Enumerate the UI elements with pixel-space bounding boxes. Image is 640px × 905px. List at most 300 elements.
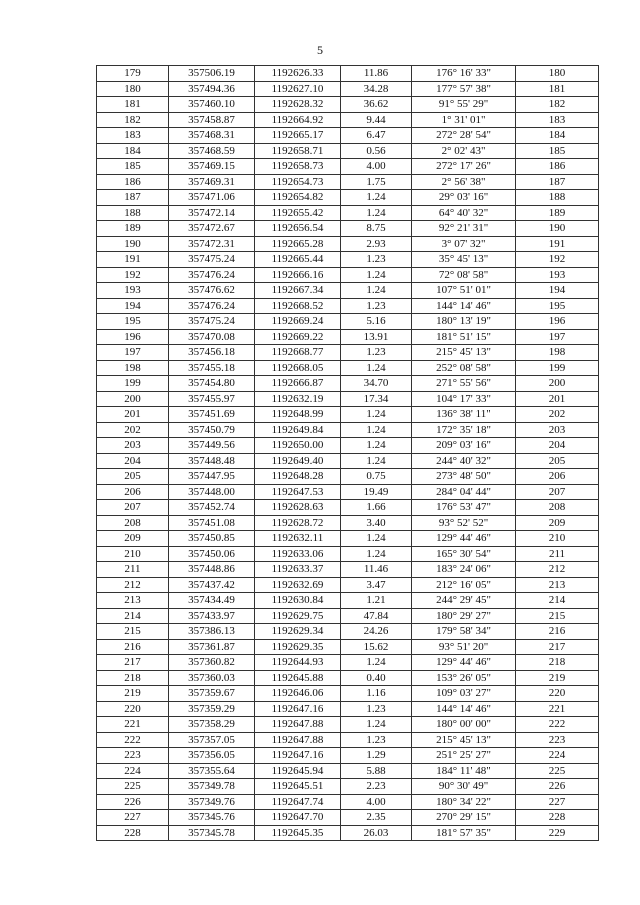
x-coordinate-cell: 357452.74 bbox=[169, 500, 255, 516]
segment-length-cell: 3.47 bbox=[341, 577, 412, 593]
next-point-number-cell: 202 bbox=[516, 407, 599, 423]
point-number-cell: 220 bbox=[97, 701, 169, 717]
direction-angle-cell: 176° 53' 47" bbox=[412, 500, 516, 516]
table-row bbox=[97, 531, 599, 547]
next-point-number-cell: 195 bbox=[516, 298, 599, 314]
table-row bbox=[97, 190, 599, 206]
direction-angle-cell: 144° 14' 46" bbox=[412, 701, 516, 717]
table-row bbox=[97, 515, 599, 531]
direction-angle-cell: 64° 40' 32" bbox=[412, 205, 516, 221]
table-row bbox=[97, 608, 599, 624]
direction-angle-cell: 107° 51' 01" bbox=[412, 283, 516, 299]
direction-angle-cell: 91° 55' 29" bbox=[412, 97, 516, 113]
next-point-number-cell: 209 bbox=[516, 515, 599, 531]
x-coordinate-cell: 357448.86 bbox=[169, 562, 255, 578]
direction-angle-cell: 215° 45' 13" bbox=[412, 732, 516, 748]
point-number-cell: 223 bbox=[97, 748, 169, 764]
segment-length-cell: 1.66 bbox=[341, 500, 412, 516]
table-row bbox=[97, 159, 599, 175]
x-coordinate-cell: 357358.29 bbox=[169, 717, 255, 733]
next-point-number-cell: 216 bbox=[516, 624, 599, 640]
next-point-number-cell: 220 bbox=[516, 686, 599, 702]
point-number-cell: 211 bbox=[97, 562, 169, 578]
next-point-number-cell: 213 bbox=[516, 577, 599, 593]
x-coordinate-cell: 357476.62 bbox=[169, 283, 255, 299]
x-coordinate-cell: 357506.19 bbox=[169, 66, 255, 82]
direction-angle-cell: 144° 14' 46" bbox=[412, 298, 516, 314]
table-row bbox=[97, 686, 599, 702]
next-point-number-cell: 223 bbox=[516, 732, 599, 748]
y-coordinate-cell: 1192668.52 bbox=[255, 298, 341, 314]
direction-angle-cell: 2° 56' 38" bbox=[412, 174, 516, 190]
table-row bbox=[97, 267, 599, 283]
segment-length-cell: 34.28 bbox=[341, 81, 412, 97]
x-coordinate-cell: 357345.78 bbox=[169, 825, 255, 841]
next-point-number-cell: 208 bbox=[516, 500, 599, 516]
segment-length-cell: 1.24 bbox=[341, 407, 412, 423]
x-coordinate-cell: 357359.29 bbox=[169, 701, 255, 717]
segment-length-cell: 1.24 bbox=[341, 438, 412, 454]
x-coordinate-cell: 357450.06 bbox=[169, 546, 255, 562]
x-coordinate-cell: 357472.67 bbox=[169, 221, 255, 237]
table-row bbox=[97, 360, 599, 376]
y-coordinate-cell: 1192654.73 bbox=[255, 174, 341, 190]
direction-angle-cell: 176° 16' 33" bbox=[412, 66, 516, 82]
y-coordinate-cell: 1192645.35 bbox=[255, 825, 341, 841]
next-point-number-cell: 200 bbox=[516, 376, 599, 392]
direction-angle-cell: 35° 45' 13" bbox=[412, 252, 516, 268]
x-coordinate-cell: 357356.05 bbox=[169, 748, 255, 764]
x-coordinate-cell: 357460.10 bbox=[169, 97, 255, 113]
x-coordinate-cell: 357359.67 bbox=[169, 686, 255, 702]
point-number-cell: 199 bbox=[97, 376, 169, 392]
x-coordinate-cell: 357360.03 bbox=[169, 670, 255, 686]
segment-length-cell: 9.44 bbox=[341, 112, 412, 128]
direction-angle-cell: 181° 57' 35" bbox=[412, 825, 516, 841]
point-number-cell: 205 bbox=[97, 469, 169, 485]
x-coordinate-cell: 357349.78 bbox=[169, 779, 255, 795]
x-coordinate-cell: 357471.06 bbox=[169, 190, 255, 206]
table-row bbox=[97, 500, 599, 516]
next-point-number-cell: 207 bbox=[516, 484, 599, 500]
y-coordinate-cell: 1192668.05 bbox=[255, 360, 341, 376]
next-point-number-cell: 219 bbox=[516, 670, 599, 686]
y-coordinate-cell: 1192649.84 bbox=[255, 422, 341, 438]
x-coordinate-cell: 357451.69 bbox=[169, 407, 255, 423]
next-point-number-cell: 218 bbox=[516, 655, 599, 671]
table-row bbox=[97, 810, 599, 826]
table-row bbox=[97, 484, 599, 500]
table-row bbox=[97, 701, 599, 717]
table-row bbox=[97, 143, 599, 159]
segment-length-cell: 4.00 bbox=[341, 159, 412, 175]
x-coordinate-cell: 357450.85 bbox=[169, 531, 255, 547]
point-number-cell: 183 bbox=[97, 128, 169, 144]
point-number-cell: 208 bbox=[97, 515, 169, 531]
x-coordinate-cell: 357468.31 bbox=[169, 128, 255, 144]
y-coordinate-cell: 1192667.34 bbox=[255, 283, 341, 299]
segment-length-cell: 1.24 bbox=[341, 267, 412, 283]
x-coordinate-cell: 357357.05 bbox=[169, 732, 255, 748]
next-point-number-cell: 222 bbox=[516, 717, 599, 733]
direction-angle-cell: 136° 38' 11" bbox=[412, 407, 516, 423]
next-point-number-cell: 189 bbox=[516, 205, 599, 221]
x-coordinate-cell: 357494.36 bbox=[169, 81, 255, 97]
segment-length-cell: 1.24 bbox=[341, 283, 412, 299]
point-number-cell: 214 bbox=[97, 608, 169, 624]
next-point-number-cell: 188 bbox=[516, 190, 599, 206]
next-point-number-cell: 206 bbox=[516, 469, 599, 485]
y-coordinate-cell: 1192647.88 bbox=[255, 732, 341, 748]
point-number-cell: 189 bbox=[97, 221, 169, 237]
direction-angle-cell: 177° 57' 38" bbox=[412, 81, 516, 97]
y-coordinate-cell: 1192665.44 bbox=[255, 252, 341, 268]
point-number-cell: 195 bbox=[97, 314, 169, 330]
y-coordinate-cell: 1192628.63 bbox=[255, 500, 341, 516]
segment-length-cell: 1.24 bbox=[341, 205, 412, 221]
table-row bbox=[97, 453, 599, 469]
point-number-cell: 200 bbox=[97, 391, 169, 407]
point-number-cell: 194 bbox=[97, 298, 169, 314]
table-row bbox=[97, 469, 599, 485]
segment-length-cell: 1.23 bbox=[341, 732, 412, 748]
segment-length-cell: 24.26 bbox=[341, 624, 412, 640]
point-number-cell: 224 bbox=[97, 763, 169, 779]
coordinates-table-body bbox=[97, 66, 599, 841]
table-row bbox=[97, 66, 599, 82]
segment-length-cell: 2.35 bbox=[341, 810, 412, 826]
next-point-number-cell: 190 bbox=[516, 221, 599, 237]
x-coordinate-cell: 357458.87 bbox=[169, 112, 255, 128]
next-point-number-cell: 204 bbox=[516, 438, 599, 454]
direction-angle-cell: 129° 44' 46" bbox=[412, 655, 516, 671]
table-row bbox=[97, 221, 599, 237]
y-coordinate-cell: 1192645.51 bbox=[255, 779, 341, 795]
point-number-cell: 209 bbox=[97, 531, 169, 547]
y-coordinate-cell: 1192666.16 bbox=[255, 267, 341, 283]
segment-length-cell: 1.23 bbox=[341, 252, 412, 268]
y-coordinate-cell: 1192628.72 bbox=[255, 515, 341, 531]
y-coordinate-cell: 1192627.10 bbox=[255, 81, 341, 97]
direction-angle-cell: 183° 24' 06" bbox=[412, 562, 516, 578]
table-row bbox=[97, 763, 599, 779]
direction-angle-cell: 209° 03' 16" bbox=[412, 438, 516, 454]
point-number-cell: 188 bbox=[97, 205, 169, 221]
table-row bbox=[97, 236, 599, 252]
segment-length-cell: 1.23 bbox=[341, 345, 412, 361]
point-number-cell: 181 bbox=[97, 97, 169, 113]
table-row bbox=[97, 670, 599, 686]
point-number-cell: 206 bbox=[97, 484, 169, 500]
y-coordinate-cell: 1192647.16 bbox=[255, 701, 341, 717]
table-row bbox=[97, 128, 599, 144]
direction-angle-cell: 215° 45' 13" bbox=[412, 345, 516, 361]
next-point-number-cell: 227 bbox=[516, 794, 599, 810]
table-row bbox=[97, 391, 599, 407]
point-number-cell: 196 bbox=[97, 329, 169, 345]
x-coordinate-cell: 357455.18 bbox=[169, 360, 255, 376]
x-coordinate-cell: 357360.82 bbox=[169, 655, 255, 671]
point-number-cell: 227 bbox=[97, 810, 169, 826]
table-row bbox=[97, 748, 599, 764]
direction-angle-cell: 272° 17' 26" bbox=[412, 159, 516, 175]
direction-angle-cell: 93° 51' 20" bbox=[412, 639, 516, 655]
next-point-number-cell: 228 bbox=[516, 810, 599, 826]
next-point-number-cell: 181 bbox=[516, 81, 599, 97]
table-row bbox=[97, 794, 599, 810]
segment-length-cell: 11.86 bbox=[341, 66, 412, 82]
segment-length-cell: 1.24 bbox=[341, 531, 412, 547]
table-row bbox=[97, 298, 599, 314]
x-coordinate-cell: 357448.00 bbox=[169, 484, 255, 500]
point-number-cell: 221 bbox=[97, 717, 169, 733]
segment-length-cell: 1.24 bbox=[341, 453, 412, 469]
next-point-number-cell: 180 bbox=[516, 66, 599, 82]
next-point-number-cell: 185 bbox=[516, 143, 599, 159]
y-coordinate-cell: 1192645.88 bbox=[255, 670, 341, 686]
x-coordinate-cell: 357434.49 bbox=[169, 593, 255, 609]
segment-length-cell: 5.16 bbox=[341, 314, 412, 330]
x-coordinate-cell: 357449.56 bbox=[169, 438, 255, 454]
y-coordinate-cell: 1192647.70 bbox=[255, 810, 341, 826]
x-coordinate-cell: 357475.24 bbox=[169, 252, 255, 268]
point-number-cell: 203 bbox=[97, 438, 169, 454]
point-number-cell: 207 bbox=[97, 500, 169, 516]
y-coordinate-cell: 1192649.40 bbox=[255, 453, 341, 469]
point-number-cell: 191 bbox=[97, 252, 169, 268]
next-point-number-cell: 201 bbox=[516, 391, 599, 407]
table-row bbox=[97, 81, 599, 97]
x-coordinate-cell: 357454.80 bbox=[169, 376, 255, 392]
segment-length-cell: 47.84 bbox=[341, 608, 412, 624]
x-coordinate-cell: 357476.24 bbox=[169, 298, 255, 314]
y-coordinate-cell: 1192669.24 bbox=[255, 314, 341, 330]
next-point-number-cell: 225 bbox=[516, 763, 599, 779]
y-coordinate-cell: 1192629.75 bbox=[255, 608, 341, 624]
next-point-number-cell: 191 bbox=[516, 236, 599, 252]
table-row bbox=[97, 329, 599, 345]
table-row bbox=[97, 577, 599, 593]
next-point-number-cell: 197 bbox=[516, 329, 599, 345]
direction-angle-cell: 165° 30' 54" bbox=[412, 546, 516, 562]
next-point-number-cell: 187 bbox=[516, 174, 599, 190]
next-point-number-cell: 194 bbox=[516, 283, 599, 299]
table-row bbox=[97, 546, 599, 562]
direction-angle-cell: 90° 30' 49" bbox=[412, 779, 516, 795]
x-coordinate-cell: 357468.59 bbox=[169, 143, 255, 159]
point-number-cell: 192 bbox=[97, 267, 169, 283]
segment-length-cell: 3.40 bbox=[341, 515, 412, 531]
point-number-cell: 182 bbox=[97, 112, 169, 128]
table-row bbox=[97, 732, 599, 748]
table-row bbox=[97, 438, 599, 454]
segment-length-cell: 1.29 bbox=[341, 748, 412, 764]
segment-length-cell: 36.62 bbox=[341, 97, 412, 113]
point-number-cell: 185 bbox=[97, 159, 169, 175]
next-point-number-cell: 211 bbox=[516, 546, 599, 562]
y-coordinate-cell: 1192629.34 bbox=[255, 624, 341, 640]
y-coordinate-cell: 1192647.88 bbox=[255, 717, 341, 733]
x-coordinate-cell: 357469.15 bbox=[169, 159, 255, 175]
x-coordinate-cell: 357455.97 bbox=[169, 391, 255, 407]
table-row bbox=[97, 205, 599, 221]
table-row bbox=[97, 779, 599, 795]
segment-length-cell: 15.62 bbox=[341, 639, 412, 655]
direction-angle-cell: 93° 52' 52" bbox=[412, 515, 516, 531]
point-number-cell: 193 bbox=[97, 283, 169, 299]
direction-angle-cell: 244° 40' 32" bbox=[412, 453, 516, 469]
point-number-cell: 212 bbox=[97, 577, 169, 593]
next-point-number-cell: 199 bbox=[516, 360, 599, 376]
direction-angle-cell: 180° 13' 19" bbox=[412, 314, 516, 330]
y-coordinate-cell: 1192632.69 bbox=[255, 577, 341, 593]
next-point-number-cell: 215 bbox=[516, 608, 599, 624]
y-coordinate-cell: 1192656.54 bbox=[255, 221, 341, 237]
page-number: 5 bbox=[317, 43, 323, 57]
direction-angle-cell: 1° 31' 01" bbox=[412, 112, 516, 128]
x-coordinate-cell: 357450.79 bbox=[169, 422, 255, 438]
segment-length-cell: 5.88 bbox=[341, 763, 412, 779]
direction-angle-cell: 180° 29' 27" bbox=[412, 608, 516, 624]
y-coordinate-cell: 1192644.93 bbox=[255, 655, 341, 671]
next-point-number-cell: 184 bbox=[516, 128, 599, 144]
direction-angle-cell: 109° 03' 27" bbox=[412, 686, 516, 702]
y-coordinate-cell: 1192647.16 bbox=[255, 748, 341, 764]
next-point-number-cell: 183 bbox=[516, 112, 599, 128]
point-number-cell: 184 bbox=[97, 143, 169, 159]
point-number-cell: 204 bbox=[97, 453, 169, 469]
point-number-cell: 228 bbox=[97, 825, 169, 841]
x-coordinate-cell: 357437.42 bbox=[169, 577, 255, 593]
segment-length-cell: 1.24 bbox=[341, 190, 412, 206]
y-coordinate-cell: 1192665.17 bbox=[255, 128, 341, 144]
direction-angle-cell: 273° 48' 50" bbox=[412, 469, 516, 485]
segment-length-cell: 26.03 bbox=[341, 825, 412, 841]
direction-angle-cell: 272° 28' 54" bbox=[412, 128, 516, 144]
y-coordinate-cell: 1192633.37 bbox=[255, 562, 341, 578]
direction-angle-cell: 29° 03' 16" bbox=[412, 190, 516, 206]
segment-length-cell: 34.70 bbox=[341, 376, 412, 392]
table-row bbox=[97, 639, 599, 655]
point-number-cell: 186 bbox=[97, 174, 169, 190]
x-coordinate-cell: 357355.64 bbox=[169, 763, 255, 779]
y-coordinate-cell: 1192664.92 bbox=[255, 112, 341, 128]
table-row bbox=[97, 112, 599, 128]
point-number-cell: 202 bbox=[97, 422, 169, 438]
table-row bbox=[97, 97, 599, 113]
x-coordinate-cell: 357345.76 bbox=[169, 810, 255, 826]
next-point-number-cell: 196 bbox=[516, 314, 599, 330]
direction-angle-cell: 284° 04' 44" bbox=[412, 484, 516, 500]
segment-length-cell: 19.49 bbox=[341, 484, 412, 500]
segment-length-cell: 6.47 bbox=[341, 128, 412, 144]
segment-length-cell: 11.46 bbox=[341, 562, 412, 578]
table-row bbox=[97, 252, 599, 268]
y-coordinate-cell: 1192654.82 bbox=[255, 190, 341, 206]
segment-length-cell: 1.16 bbox=[341, 686, 412, 702]
y-coordinate-cell: 1192632.19 bbox=[255, 391, 341, 407]
x-coordinate-cell: 357451.08 bbox=[169, 515, 255, 531]
segment-length-cell: 13.91 bbox=[341, 329, 412, 345]
coordinates-table bbox=[96, 65, 599, 841]
point-number-cell: 213 bbox=[97, 593, 169, 609]
direction-angle-cell: 72° 08' 58" bbox=[412, 267, 516, 283]
next-point-number-cell: 226 bbox=[516, 779, 599, 795]
table-row bbox=[97, 593, 599, 609]
x-coordinate-cell: 357475.24 bbox=[169, 314, 255, 330]
next-point-number-cell: 210 bbox=[516, 531, 599, 547]
table-row bbox=[97, 407, 599, 423]
y-coordinate-cell: 1192647.74 bbox=[255, 794, 341, 810]
y-coordinate-cell: 1192658.73 bbox=[255, 159, 341, 175]
next-point-number-cell: 192 bbox=[516, 252, 599, 268]
next-point-number-cell: 193 bbox=[516, 267, 599, 283]
segment-length-cell: 1.24 bbox=[341, 422, 412, 438]
point-number-cell: 179 bbox=[97, 66, 169, 82]
x-coordinate-cell: 357448.48 bbox=[169, 453, 255, 469]
direction-angle-cell: 153° 26' 05" bbox=[412, 670, 516, 686]
next-point-number-cell: 217 bbox=[516, 639, 599, 655]
segment-length-cell: 1.24 bbox=[341, 655, 412, 671]
segment-length-cell: 4.00 bbox=[341, 794, 412, 810]
y-coordinate-cell: 1192646.06 bbox=[255, 686, 341, 702]
direction-angle-cell: 180° 34' 22" bbox=[412, 794, 516, 810]
direction-angle-cell: 181° 51' 15" bbox=[412, 329, 516, 345]
next-point-number-cell: 205 bbox=[516, 453, 599, 469]
x-coordinate-cell: 357469.31 bbox=[169, 174, 255, 190]
x-coordinate-cell: 357470.08 bbox=[169, 329, 255, 345]
x-coordinate-cell: 357349.76 bbox=[169, 794, 255, 810]
next-point-number-cell: 224 bbox=[516, 748, 599, 764]
x-coordinate-cell: 357456.18 bbox=[169, 345, 255, 361]
x-coordinate-cell: 357476.24 bbox=[169, 267, 255, 283]
table-row bbox=[97, 345, 599, 361]
point-number-cell: 216 bbox=[97, 639, 169, 655]
segment-length-cell: 0.75 bbox=[341, 469, 412, 485]
y-coordinate-cell: 1192648.99 bbox=[255, 407, 341, 423]
segment-length-cell: 0.56 bbox=[341, 143, 412, 159]
direction-angle-cell: 270° 29' 15" bbox=[412, 810, 516, 826]
x-coordinate-cell: 357386.13 bbox=[169, 624, 255, 640]
segment-length-cell: 1.24 bbox=[341, 717, 412, 733]
y-coordinate-cell: 1192626.33 bbox=[255, 66, 341, 82]
point-number-cell: 210 bbox=[97, 546, 169, 562]
point-number-cell: 215 bbox=[97, 624, 169, 640]
y-coordinate-cell: 1192650.00 bbox=[255, 438, 341, 454]
x-coordinate-cell: 357447.95 bbox=[169, 469, 255, 485]
segment-length-cell: 0.40 bbox=[341, 670, 412, 686]
direction-angle-cell: 129° 44' 46" bbox=[412, 531, 516, 547]
table-row bbox=[97, 422, 599, 438]
direction-angle-cell: 2° 02' 43" bbox=[412, 143, 516, 159]
next-point-number-cell: 221 bbox=[516, 701, 599, 717]
y-coordinate-cell: 1192633.06 bbox=[255, 546, 341, 562]
x-coordinate-cell: 357472.14 bbox=[169, 205, 255, 221]
point-number-cell: 197 bbox=[97, 345, 169, 361]
point-number-cell: 198 bbox=[97, 360, 169, 376]
direction-angle-cell: 92° 21' 31" bbox=[412, 221, 516, 237]
next-point-number-cell: 198 bbox=[516, 345, 599, 361]
y-coordinate-cell: 1192666.87 bbox=[255, 376, 341, 392]
next-point-number-cell: 182 bbox=[516, 97, 599, 113]
y-coordinate-cell: 1192632.11 bbox=[255, 531, 341, 547]
point-number-cell: 190 bbox=[97, 236, 169, 252]
table-row bbox=[97, 825, 599, 841]
table-row bbox=[97, 376, 599, 392]
direction-angle-cell: 172° 35' 18" bbox=[412, 422, 516, 438]
segment-length-cell: 17.34 bbox=[341, 391, 412, 407]
segment-length-cell: 1.23 bbox=[341, 701, 412, 717]
